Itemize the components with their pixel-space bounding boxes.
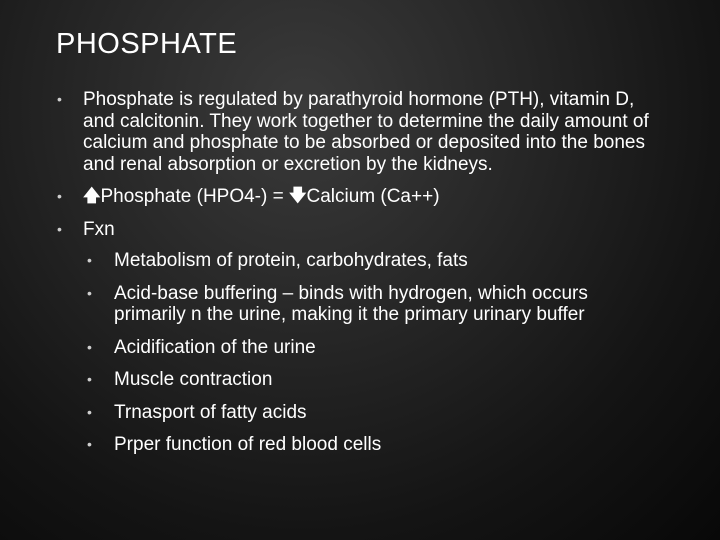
sub-bullet-acid-base-buffering: • Acid-base buffering – binds with hydrogen, which occurs primarily n the urine, making it the primary urinary buffer bbox=[83, 283, 656, 326]
function-label: Fxn bbox=[83, 218, 115, 240]
calcium-label: Calcium (Ca++) bbox=[306, 186, 440, 207]
phosphate-label: Phosphate (HPO4-) = bbox=[100, 186, 289, 207]
down-arrow-icon: 🡇 bbox=[289, 186, 307, 205]
sub-bullet-red-blood-cells: • Prper function of red blood cells bbox=[83, 434, 656, 456]
bullet-function bbox=[56, 219, 656, 456]
function-sub-list bbox=[83, 250, 656, 456]
bullet-regulation: • Phosphate is regulated by parathyroid hormone (PTH), vitamin D, and calcitonin. They work together to determine the daily amount of calcium and phosphate to be absorbed or deposited into the bones and renal absorption or excretion by the kidneys. bbox=[56, 89, 656, 175]
sub-bullet-urine-acidification: • Acidification of the urine bbox=[83, 337, 656, 359]
up-arrow-icon: 🡅 bbox=[83, 186, 101, 205]
slide-title: PHOSPHATE bbox=[56, 28, 238, 60]
sub-bullet-fatty-acid-transport: • Trnasport of fatty acids bbox=[83, 402, 656, 424]
sub-bullet-metabolism: • Metabolism of protein, carbohydrates, fats bbox=[83, 250, 656, 272]
bullet-list bbox=[56, 89, 656, 467]
bullet-phosphate-calcium-relation bbox=[56, 186, 656, 208]
sub-bullet-muscle-contraction: • Muscle contraction bbox=[83, 369, 656, 391]
